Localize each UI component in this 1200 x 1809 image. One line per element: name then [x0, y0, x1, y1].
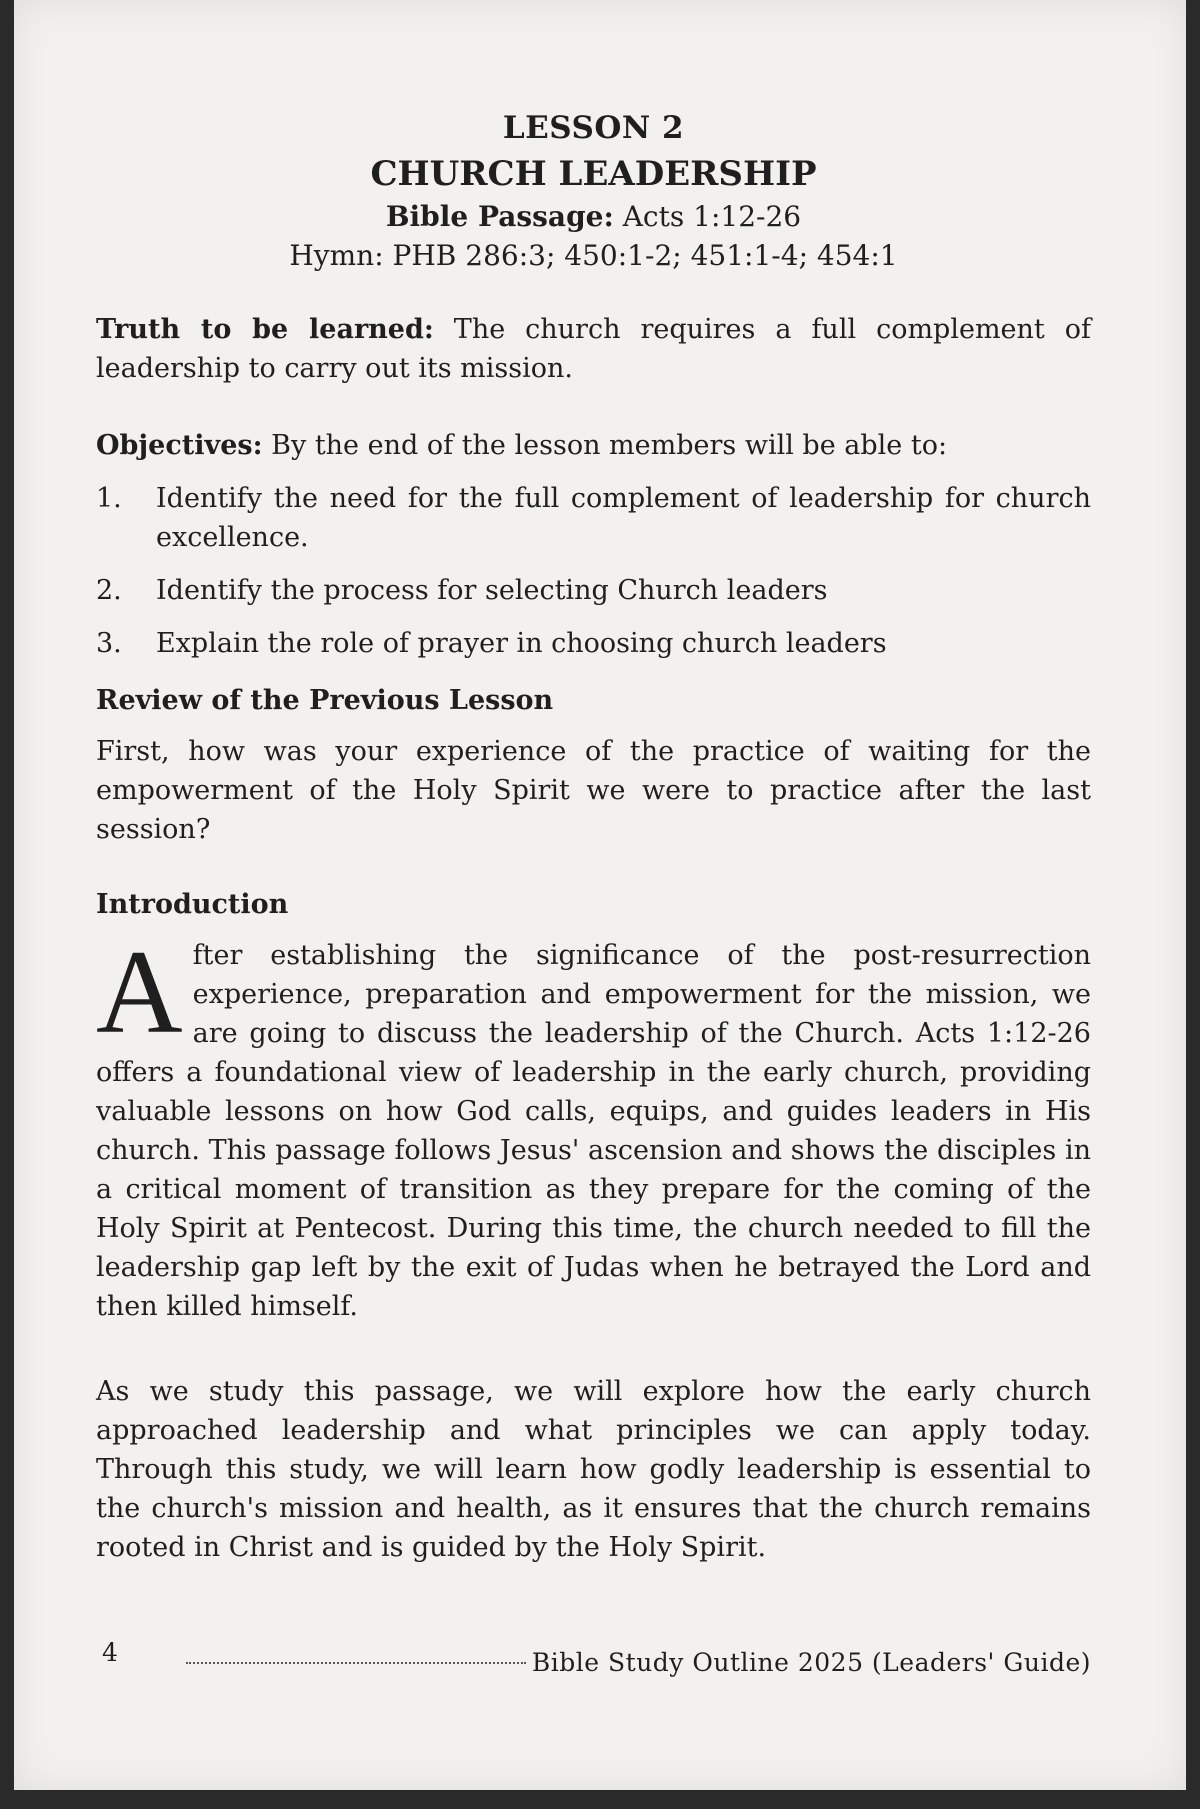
introduction-paragraph-1-text: fter establishing the significance of the post-resurrection experience, preparation and empowerment for the mission, we are going to discuss the leadership of the Church. Acts 1:12-26 offers a foundational view of leadership in the early church, providing valuable lessons on how God calls, equips, and guides leaders in His church. This passage follows Jesus' ascension and shows the disciples in a critical moment of transition as they prepare for the coming of the Holy Spirit at Pentecost. During this time, the church needed to fill the leadership gap left by the exit of Judas when he betrayed the Lord and then killed himself. [96, 940, 1091, 1322]
objectives-label: Objectives: [96, 430, 263, 461]
objective-number: 3. [96, 628, 122, 659]
lesson-title: CHURCH LEADERSHIP [370, 154, 817, 194]
review-text: First, how was your experience of the practice of waiting for the empowerment of the Holy Spirit we were to practice after the last session? [96, 736, 1091, 845]
hymn-line: Hymn: PHB 286:3; 450:1-2; 451:1-4; 454:1 [289, 239, 898, 272]
drop-cap: A [96, 925, 183, 1058]
objective-item [96, 479, 1091, 557]
objectives-intro [96, 426, 1091, 465]
objectives-text: By the end of the lesson members will be able to: [262, 430, 948, 461]
objective-text: Explain the role of prayer in choosing church leaders [156, 628, 887, 659]
objectives-list [96, 479, 1091, 663]
lesson-number: LESSON 2 [502, 110, 685, 146]
introduction-paragraph-1 [96, 925, 1091, 1326]
objective-item [96, 624, 1091, 663]
truth-text: The church requires a full complement of leadership to carry out its mission. [96, 314, 1091, 384]
guide-title: Bible Study Outline 2025 (Leaders' Guide) [531, 1648, 1091, 1677]
objective-text: Identify the process for selecting Church leaders [156, 575, 828, 606]
objective-number: 2. [96, 575, 122, 606]
bible-passage [96, 200, 1091, 233]
introduction-heading: Introduction [96, 889, 289, 920]
page-number: 4 [102, 1638, 118, 1667]
bible-passage-value: Acts 1:12-26 [613, 200, 802, 233]
book-page [14, 0, 1186, 1790]
bible-passage-label: Bible Passage: [385, 200, 614, 233]
objective-item [96, 571, 1091, 610]
truth-label: Truth to be learned: [96, 314, 434, 345]
review-heading: Review of the Previous Lesson [96, 685, 554, 716]
introduction-paragraph-2: As we study this passage, we will explore how the early church approached leadership and what principles we can apply today. Through this study, we will learn how godly leadership is essential to the church's mission and health, as it ensures that the church remains rooted in Christ and is guided by the Holy Spirit. [96, 1376, 1091, 1563]
objective-number: 1. [96, 483, 122, 514]
page-footer [96, 1638, 1091, 1678]
objective-text: Identify the need for the full complement of leadership for church excellence. [156, 483, 1091, 553]
page-content [96, 100, 1091, 1567]
truth-to-be-learned [96, 310, 1091, 388]
dotted-rule [186, 1662, 526, 1664]
